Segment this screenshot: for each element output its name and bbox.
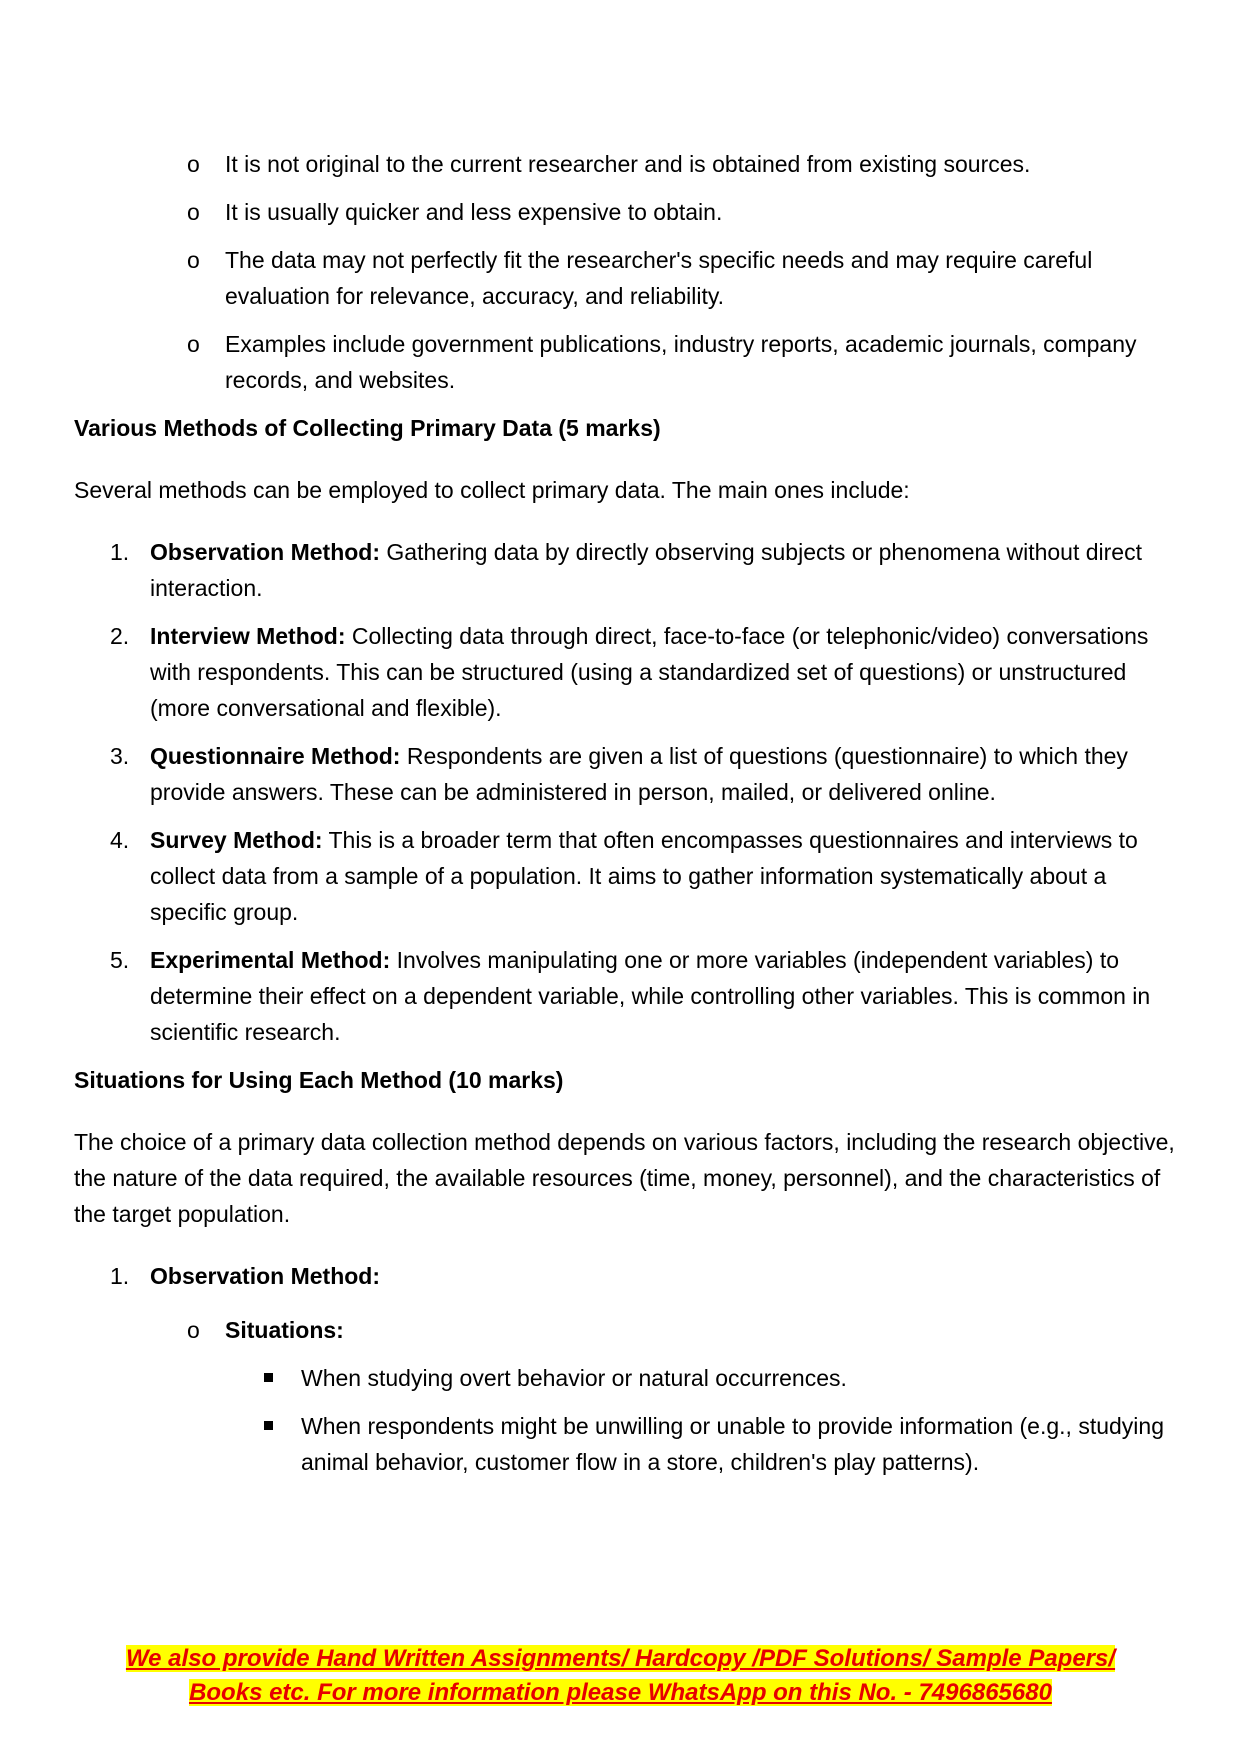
situations-methods-list <box>74 1258 1184 1480</box>
section-heading-situations: Situations for Using Each Method (10 marks) <box>74 1067 564 1093</box>
list-item: 2. Interview Method: Collecting data through direct, face-to-face (or telephonic/video) conversations with respondents. This can be structured (using a standardized set of questions) or unstructured (more conversational and flexible). <box>110 623 1149 721</box>
method-title: Observation Method: <box>150 1263 381 1289</box>
list-item: o The data may not perfectly fit the researcher's specific needs and may require careful evaluation for relevance, accuracy, and reliability. <box>74 242 1184 314</box>
list-item: o Situations: When studying overt behavior or natural occurrences. When respondents might be unwilling or unable to provide information (e.g., studying animal behavior, customer flow in a store, children's play patterns). <box>74 1312 1184 1480</box>
promo-line-1: We also provide Hand Written Assignments/ Hardcopy /PDF Solutions/ Sample Papers/ <box>125 1645 1116 1672</box>
list-item: When studying overt behavior or natural occurrences. <box>74 1360 1184 1396</box>
list-item: 5. Experimental Method: Involves manipulating one or more variables (independent variables) to determine their effect on a dependent variable, while controlling other variables. This is common in scientific research. <box>110 947 1151 1045</box>
circle-bullet-icon: o <box>187 1317 200 1343</box>
square-bullet-icon <box>264 1421 273 1430</box>
promo-line-2: Books etc. For more information please WhatsApp on this No. - 7496865680 <box>189 1679 1052 1706</box>
promo-footer <box>0 1642 1241 1710</box>
list-item: 1. Observation Method: o Situations: When studying overt behavior or natural occurrences. When respondents might be unwilling or unable to provide information (e.g., studying animal behavior, customer flow in a store, children's play patterns). <box>74 1258 1184 1480</box>
situations-intro: The choice of a primary data collection method depends on various factors, including the research objective, the nature of the data required, the available resources (time, money, personnel), and the characteristics of the target population. <box>74 1129 1175 1227</box>
list-item: 3. Questionnaire Method: Respondents are given a list of questions (questionnaire) to which they provide answers. These can be administered in person, mailed, or delivered online. <box>110 743 1128 805</box>
list-item: 1. Observation Method: Gathering data by directly observing subjects or phenomena without direct interaction. <box>110 539 1142 601</box>
list-item: 4. Survey Method: This is a broader term that often encompasses questionnaires and interviews to collect data from a sample of a population. It aims to gather information systematically about a specific group. <box>110 827 1138 925</box>
list-item: o It is usually quicker and less expensive to obtain. <box>74 194 1184 230</box>
circle-bullet-icon: o <box>187 199 200 225</box>
list-item: When respondents might be unwilling or unable to provide information (e.g., studying animal behavior, customer flow in a store, children's play patterns). <box>74 1408 1184 1480</box>
methods-intro: Several methods can be employed to collect primary data. The main ones include: <box>74 477 910 503</box>
circle-bullet-icon: o <box>187 151 200 177</box>
list-item: o It is not original to the current researcher and is obtained from existing sources. <box>74 146 1184 182</box>
document-page <box>74 146 1184 1492</box>
situations-detail-list <box>225 1360 1184 1480</box>
circle-bullet-icon: o <box>187 331 200 357</box>
situations-sublist <box>150 1312 1184 1480</box>
square-bullet-icon <box>264 1373 273 1382</box>
methods-list <box>74 534 1184 1050</box>
secondary-data-bullets <box>74 146 1184 398</box>
section-heading-methods: Various Methods of Collecting Primary Data (5 marks) <box>74 415 661 441</box>
circle-bullet-icon: o <box>187 247 200 273</box>
list-item: o Examples include government publications, industry reports, academic journals, company records, and websites. <box>74 326 1184 398</box>
